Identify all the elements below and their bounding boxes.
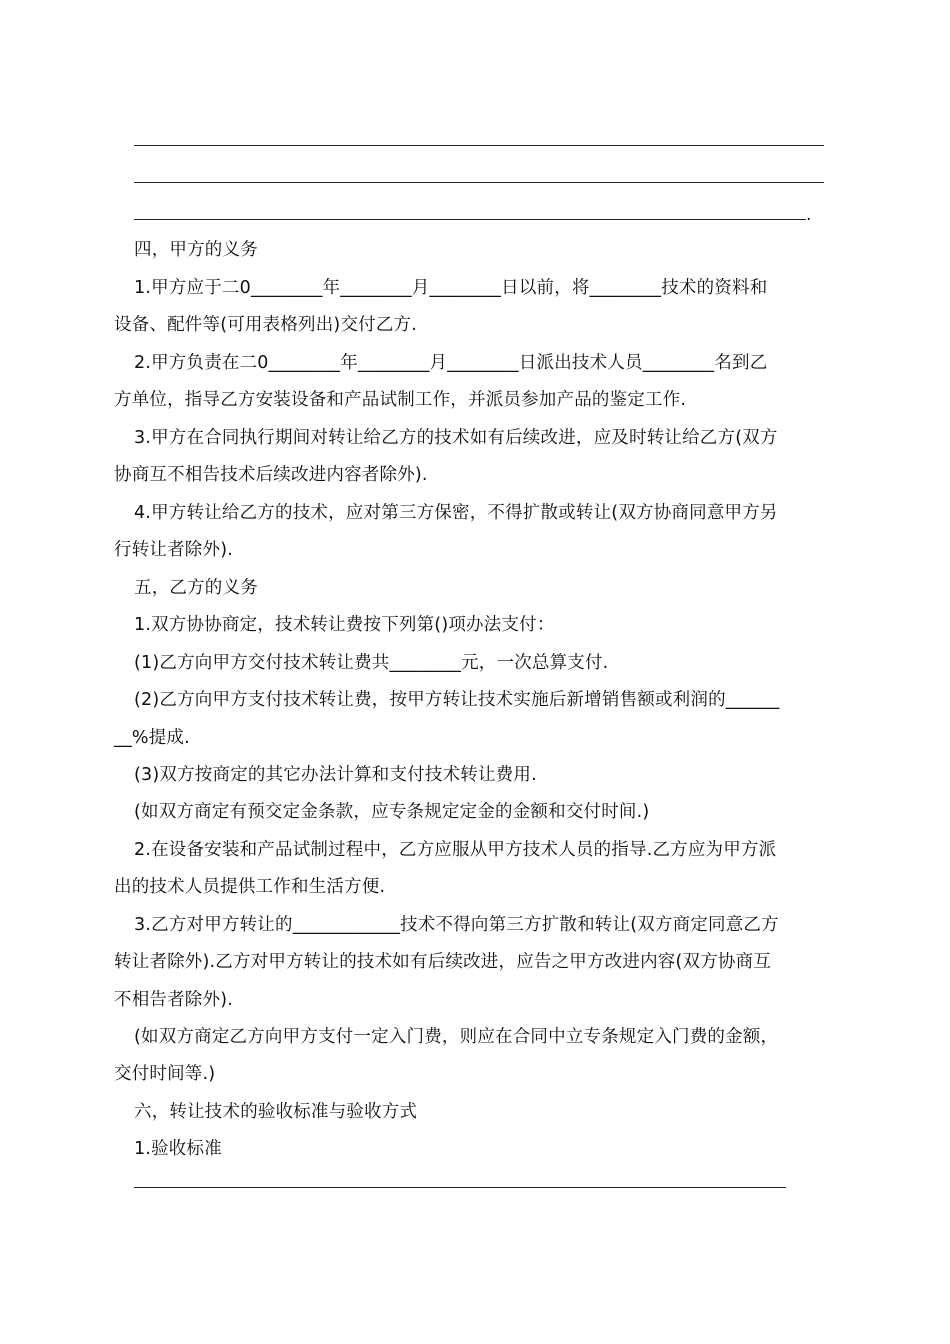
- clause-5-note-entry-fee-cont: 交付时间等.): [114, 1064, 216, 1084]
- clause-4-2-cont: 方单位，指导乙方安装设备和产品试制工作，并派员参加产品的鉴定工作.: [114, 390, 687, 410]
- clause-4-4: 4.甲方转让给乙方的技术，应对第三方保密，不得扩散或转让(双方协商同意甲方另: [134, 503, 778, 523]
- clause-4-3: 3.甲方在合同执行期间对转让给乙方的技术如有后续改进，应及时转让给乙方(双方: [134, 428, 778, 448]
- clause-4-1: 1.甲方应于二0________年________月________日以前，将________技术的资料和: [134, 278, 768, 298]
- clause-4-3-cont: 协商互不相告技术后续改进内容者除外).: [114, 465, 428, 485]
- clause-5-2: 2.在设备安装和产品试制过程中，乙方应服从甲方技术人员的指导.乙方应为甲方派: [134, 840, 777, 860]
- clause-6-1: 1.验收标准: [134, 1139, 222, 1159]
- clause-5-note-deposit: (如双方商定有预交定金条款，应专条规定定金的金额和交付时间.): [134, 802, 650, 822]
- clause-5-1-option-3: (3)双方按商定的其它办法计算和支付技术转让费用.: [134, 765, 537, 785]
- clause-5-1-option-2: (2)乙方向甲方支付技术转让费，按甲方转让技术实施后新增销售额或利润的______: [134, 690, 780, 710]
- clause-5-2-cont: 出的技术人员提供工作和生活方便.: [114, 877, 386, 897]
- clause-5-note-entry-fee: (如双方商定乙方向甲方支付一定入门费，则应在合同中立专条规定入门费的金额，: [134, 1027, 779, 1047]
- section-heading-5: 五，乙方的义务: [134, 578, 258, 598]
- clause-5-3: 3.乙方对甲方转让的____________技术不得向第三方扩散和转让(双方商定同意乙方: [134, 915, 779, 935]
- blank-rule-3: [134, 219, 806, 220]
- clause-5-1-option-1: (1)乙方向甲方交付技术转让费共________元，一次总算支付.: [134, 653, 609, 673]
- blank-rule-acceptance: [134, 1187, 786, 1188]
- clause-5-1-option-2-cont: __%提成.: [114, 728, 190, 748]
- clause-5-1: 1.双方协协商定，技术转让费按下列第()项办法支付：: [134, 615, 555, 635]
- clause-4-1-cont: 设备、配件等(可用表格列出)交付乙方.: [114, 315, 418, 335]
- section-heading-6: 六，转让技术的验收标准与验收方式: [134, 1102, 418, 1122]
- clause-4-4-cont: 行转让者除外).: [114, 540, 233, 560]
- section-heading-4: 四，甲方的义务: [134, 240, 258, 260]
- clause-5-3-cont-2: 不相告者除外).: [114, 990, 233, 1010]
- clause-5-3-cont-1: 转让者除外).乙方对甲方转让的技术如有后续改进，应告之甲方改进内容(双方协商互: [114, 952, 772, 972]
- end-period: .: [806, 205, 812, 225]
- blank-rule-1: [134, 145, 824, 146]
- blank-rule-2: [134, 182, 824, 183]
- clause-4-2: 2.甲方负责在二0________年________月________日派出技术人员________名到乙: [134, 353, 768, 373]
